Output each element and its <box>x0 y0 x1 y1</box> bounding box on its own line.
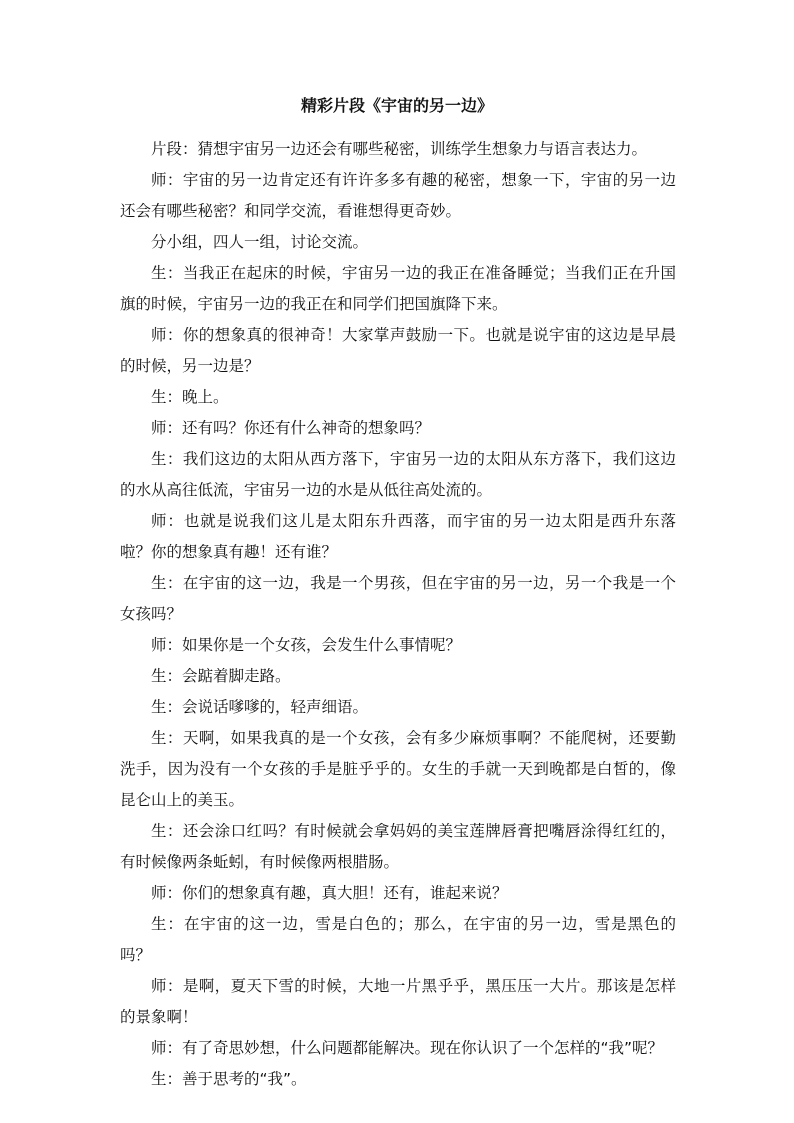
paragraph: 师：你们的想象真有趣，真大胆！还有，谁起来说？ <box>151 884 508 902</box>
paragraph: 片段：猜想宇宙另一边还会有哪些秘密，训练学生想象力与语言表达力。 <box>151 140 648 158</box>
paragraph: 生：会说话嗲嗲的，轻声细语。 <box>151 698 369 716</box>
paragraph: 生：会踮着脚走路。 <box>151 667 291 685</box>
paragraph: 生：晚上。 <box>151 388 229 406</box>
paragraph: 师：如果你是一个女孩，会发生什么事情呢？ <box>151 636 462 654</box>
paragraph: 分小组，四人一组，讨论交流。 <box>151 233 369 251</box>
paragraph: 师：你的想象真的很神奇！大家掌声鼓励一下。也就是说宇宙的这边是早晨的时候，另一边是？ <box>120 326 676 375</box>
paragraph: 师：也就是说我们这儿是太阳东升西落，而宇宙的另一边太阳是西升东落啦？你的想象真有趣！还有谁？ <box>120 512 676 561</box>
document-title: 精彩片段《宇宙的另一边》 <box>300 96 493 115</box>
paragraph: 生：还会涂口红吗？有时候就会拿妈妈的美宝莲牌唇膏把嘴唇涂得红红的，有时候像两条蚯蚓，有时候像两根腊肠。 <box>120 822 676 871</box>
paragraph: 师：宇宙的另一边肯定还有许许多多有趣的秘密，想象一下，宇宙的另一边还会有哪些秘密？和同学交流，看谁想得更奇妙。 <box>120 171 676 220</box>
paragraph: 生：天啊，如果我真的是一个女孩，会有多少麻烦事啊？不能爬树，还要勤洗手，因为没有一个女孩的手是脏乎乎的。女生的手就一天到晚都是白皙的，像昆仑山上的美玉。 <box>120 729 676 809</box>
paragraph: 生：善于思考的“我”。 <box>151 1070 307 1088</box>
paragraph: 师：有了奇思妙想，什么问题都能解决。现在你认识了一个怎样的“我”呢？ <box>151 1039 664 1057</box>
paragraph: 生：在宇宙的这一边，我是一个男孩，但在宇宙的另一边，另一个我是一个女孩吗？ <box>120 574 676 623</box>
paragraph: 生：我们这边的太阳从西方落下，宇宙另一边的太阳从东方落下，我们这边的水从高往低流，宇宙另一边的水是从低往高处流的。 <box>120 450 676 499</box>
paragraph: 生：在宇宙的这一边，雪是白色的；那么，在宇宙的另一边，雪是黑色的吗？ <box>120 915 676 964</box>
paragraph: 师：还有吗？你还有什么神奇的想象吗？ <box>151 419 431 437</box>
paragraph: 师：是啊，夏天下雪的时候，大地一片黑乎乎，黑压压一大片。那该是怎样的景象啊！ <box>120 977 676 1026</box>
document-body <box>120 134 676 1095</box>
paragraph: 生：当我正在起床的时候，宇宙另一边的我正在准备睡觉；当我们正在升国旗的时候，宇宙另一边的我正在和同学们把国旗降下来。 <box>120 264 676 313</box>
